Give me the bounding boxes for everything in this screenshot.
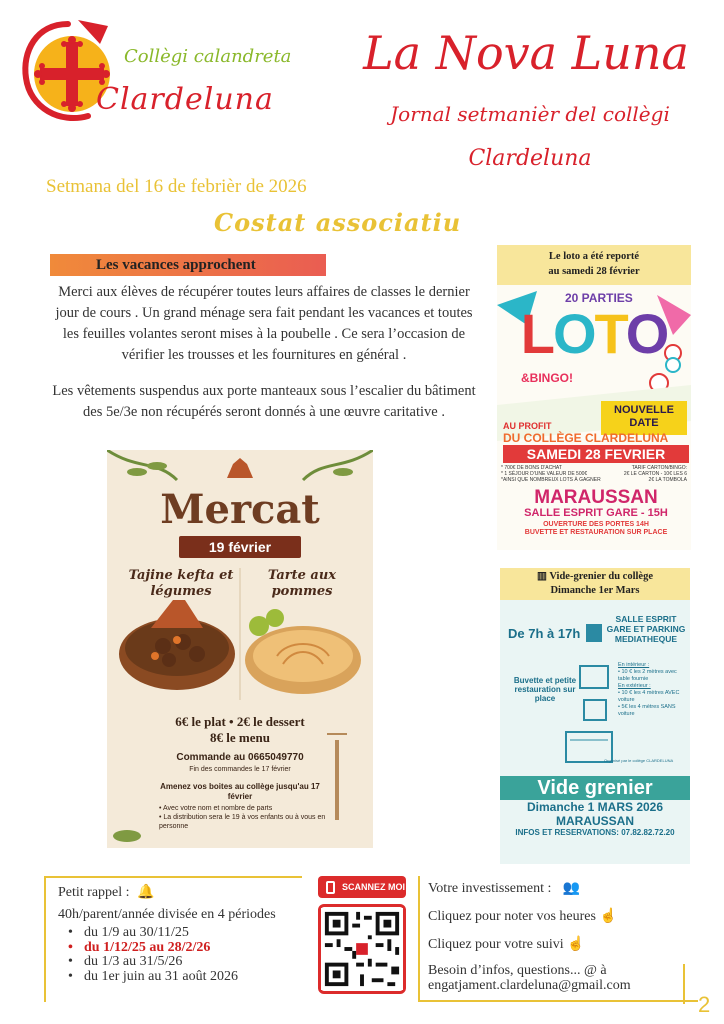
logo-subtitle: Collègi calandreta	[124, 46, 292, 67]
pointer-hand-icon: ☝	[567, 937, 585, 952]
contact-info: Besoin d’infos, questions... @ à engatjament.clardeluna@gmail.com	[428, 963, 631, 993]
qr-code[interactable]	[318, 904, 406, 994]
section-title: Costat associatiu	[214, 208, 462, 237]
mercat-order-deadline: Fin des commandes le 17 février	[189, 766, 291, 773]
box-icon: ▥	[537, 571, 550, 582]
vide-grenier-hours: De 7h à 17h	[508, 626, 581, 641]
scan-me-label: SCANNEZ MOI	[318, 876, 406, 898]
vide-grenier-organizer: Organisé par le collège CLARDELUNA	[604, 758, 674, 763]
vide-grenier-buvette: Buvette et petite restauration sur place	[513, 676, 577, 703]
article-banner: Les vacances approchent	[50, 254, 326, 276]
mercat-bullet: • La distribution sera le 19 à vos enfants ou à vous en personne	[159, 814, 326, 830]
loto-header: Le loto a été reporté au samedi 28 février	[497, 245, 691, 285]
decorative-line	[683, 964, 685, 1004]
newspaper-title: La Nova Luna	[363, 26, 689, 80]
loto-opening: OUVERTURE DES PORTES 14H BUVETTE ET RESTAURATION SUR PLACE	[524, 521, 668, 536]
loto-details: * 700€ DE BONS D'ACHAT * 1 SÉJOUR D'UNE VALEUR DE 500€ *AINSI QUE NOMBREUX LOTS À GAGNER TARIF CARTON/BINGO: 2€ LE CARTON - 10€ LES 6 2€ LA TOMBOLA	[501, 465, 687, 483]
mercat-title: Mercat	[160, 486, 320, 533]
loto-city: MARAUSSAN	[534, 487, 658, 508]
period-item-current: • du 1/12/25 au 28/2/26	[68, 941, 238, 956]
periods-list	[68, 926, 238, 984]
mercat-dish-1: Tajine kefta et légumes	[128, 568, 234, 599]
loto-poster	[497, 245, 691, 550]
week-date: Setmana del 16 de febrièr de 2026	[46, 176, 307, 197]
mercat-price-line-1: 6€ le plat • 2€ le dessert	[175, 714, 305, 729]
loto-venue: SALLE ESPRIT GARE - 15H	[524, 507, 668, 519]
log-hours-link[interactable]: Cliquez pour noter vos heures ☝	[428, 909, 617, 924]
logo-wordmark: Clardeluna	[96, 82, 274, 117]
vide-grenier-date: Dimanche 1 MARS 2026	[526, 800, 664, 814]
loto-au-profit: AU PROFIT	[503, 421, 552, 431]
period-item: • du 1/9 au 30/11/25	[68, 926, 238, 941]
vide-grenier-poster	[500, 568, 690, 864]
pointer-hand-icon: ☝	[599, 909, 617, 924]
loto-bingo: &BINGO!	[521, 371, 573, 385]
loto-college: DU COLLÈGE CLARDELUNA	[503, 431, 669, 445]
mercat-price-line-2: 8€ le menu	[210, 730, 270, 745]
loto-new-date: NOUVELLE DATE	[601, 401, 687, 435]
mercat-bullet: • Avec votre nom et nombre de parts	[159, 805, 273, 812]
mercat-prices	[147, 714, 333, 746]
page-number: 2	[698, 992, 711, 1017]
loto-date: SAMEDI 28 FEVRIER	[503, 445, 689, 463]
reminder-title: Petit rappel : 🔔	[58, 885, 155, 900]
mercat-poster	[107, 450, 373, 848]
reminder-subtitle: 40h/parent/année divisée en 4 périodes	[58, 907, 276, 922]
mercat-date: 19 février	[179, 536, 301, 558]
newspaper-subtitle-school: Clardeluna	[468, 146, 592, 171]
loto-parties: 20 PARTIES	[565, 291, 633, 305]
loto-big-title: LOTO	[520, 302, 668, 365]
vide-grenier-info: INFOS ET RESERVATIONS: 07.82.82.72.20	[515, 828, 675, 837]
involvement-title: Votre investissement : 👥	[428, 881, 581, 896]
newspaper-subtitle: Jornal setmanièr del collègi	[390, 102, 670, 126]
mercat-bring-boxes: Amenez vos boites au collège jusqu'au 17 février	[160, 782, 320, 801]
phone-icon	[326, 881, 335, 894]
period-item: • du 1/3 au 31/5/26	[68, 955, 238, 970]
vide-grenier-venue: SALLE ESPRIT GARE ET PARKING MEDIATHEQUE	[606, 614, 686, 644]
follow-up-link[interactable]: Cliquez pour votre suivi ☝	[428, 937, 585, 952]
mercat-dish-2: Tarte aux pommes	[267, 568, 337, 599]
vide-grenier-header: ▥ Vide-grenier du collège Dimanche 1er Mars	[500, 568, 690, 600]
qr-code-icon	[321, 907, 403, 991]
vide-grenier-prices: En intérieur : • 10 € les 2 mètres avec table fournie En extérieur : • 10 € les 4 mètres AVEC voiture • 5€ les 4 mètres SANS voiture	[618, 662, 680, 717]
mercat-order: Commande au 0665049770	[176, 752, 304, 763]
vide-grenier-city: MARAUSSAN	[556, 814, 634, 828]
bell-icon: 🔔	[137, 885, 155, 900]
people-icon: 👥	[562, 881, 581, 896]
mercat-bullets	[159, 804, 339, 831]
article-paragraph-1: Merci aux élèves de récupérer toutes leurs affaires de classes le dernier jour de cours . Un grand ménage sera fait pendant les vacances et toutes les feuilles volantes seront mises à la poubelle . Ce sera l’occasion de vérifier les trousses et les fournitures en général .	[55, 284, 473, 363]
vide-grenier-title: Vide grenier	[500, 776, 690, 800]
article-paragraph-2: Les vêtements suspendus aux porte manteaux sous l’escalier du bâtiment des 5e/3e non récupérés seront donnés à une œuvre caritative .	[52, 383, 476, 420]
period-item: • du 1er juin au 31 août 2026	[68, 970, 238, 985]
